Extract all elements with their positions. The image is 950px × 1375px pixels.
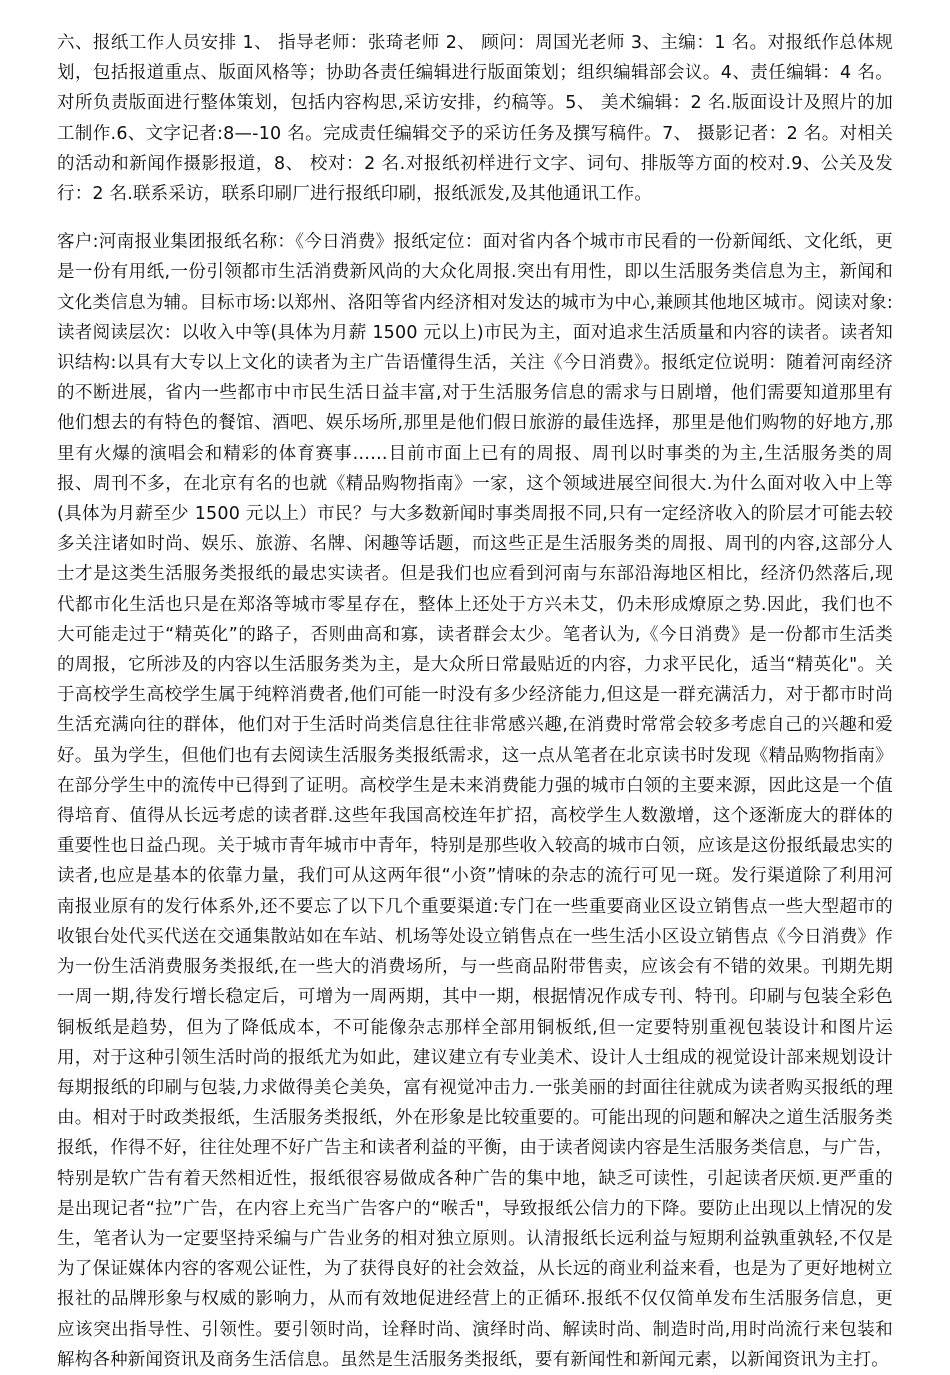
- document-page: [57, 28, 893, 1375]
- newspaper-plan-paragraph: 客户:河南报业集团报纸名称：《今日消费》报纸定位：面对省内各个城市市民看的一份新闻纸、文化纸，更是一份有用纸,一份引领都市生活消费新风尚的大众化周报.突出有用性，即以生活服务类信息为主，新闻和文化类信息为辅。目标市场:以郑州、洛阳等省内经济相对发达的城市为中心,兼顾其他地区城市。阅读对象:读者阅读层次：以收入中等(具体为月薪 1500 元以上)市民为主，面对追求生活质量和内容的读者。读者知识结构:以具有大专以上文化的读者为主广告语懂得生活，关注《今日消费》。报纸定位说明：随着河南经济的不断进展，省内一些都市中市民生活日益丰富,对于生活服务信息的需求与日剧增，他们需要知道那里有他们想去的有特色的餐馆、酒吧、娱乐场所,那里是他们假日旅游的最佳选择，那里是他们购物的好地方,那里有火爆的演唱会和精彩的体育赛事……目前市面上已有的周报、周刊以时事类的为主,生活服务类的周报、周刊不多，在北京有名的也就《精品购物指南》一家，这个领域进展空间很大.为什么面对收入中上等(具体为月薪至少 1500 元以上）市民？与大多数新闻时事类周报不同,只有一定经济收入的阶层才可能去较多关注诸如时尚、娱乐、旅游、名牌、闲趣等话题，而这些正是生活服务类的周报、周刊的内容,这部分人士才是这类生活服务类报纸的最忠实读者。但是我们也应看到河南与东部沿海地区相比，经济仍然落后,现代都市化生活也只是在郑洛等城市零星存在，整体上还处于方兴未艾，仍未形成燎原之势.因此，我们也不大可能走过于“精英化”的路子，否则曲高和寡，读者群会太少。笔者认为,《今日消费》是一份都市生活类的周报，它所涉及的内容以生活服务类为主，是大众所日常最贴近的内容，力求平民化，适当“精英化"。关于高校学生高校学生属于纯粹消费者,他们可能一时没有多少经济能力,但这是一群充满活力，对于都市时尚生活充满向往的群体，他们对于生活时尚类信息往往非常感兴趣,在消费时常常会较多考虑自己的兴趣和爱好。虽为学生，但他们也有去阅读生活服务类报纸需求，这一点从笔者在北京读书时发现《精品购物指南》在部分学生中的流传中已得到了证明。高校学生是未来消费能力强的城市白领的主要来源，因此这是一个值得培育、值得从长远考虑的读者群.这些年我国高校连年扩招，高校学生人数激增，这个逐渐庞大的群体的重要性也日益凸现。关于城市青年城市中青年，特别是那些收入较高的城市白领，应该是这份报纸最忠实的读者,也应是基本的依靠力量，我们可从这两年很“小资”情味的杂志的流行可见一斑。发行渠道除了利用河南报业原有的发行体系外,还不要忘了以下几个重要渠道:专门在一些重要商业区设立销售点一些大型超市的收银台处代买代送在交通集散站如在车站、机场等处设立销售点在一些生活小区设立销售点《今日消费》作为一份生活消费服务类报纸,在一些大的消费场所，与一些商品附带售卖，应该会有不错的效果。刊期先期一周一期,待发行增长稳定后，可增为一周两期，其中一期，根据情况作成专刊、特刊。印刷与包装全彩色铜板纸是趋势，但为了降低成本，不可能像杂志那样全部用铜板纸,但一定要特别重视包装设计和图片运用，对于这种引领生活时尚的报纸尤为如此，建议建立有专业美术、设计人士组成的视觉设计部来规划设计每期报纸的印刷与包装,力求做得美仑美奂，富有视觉冲击力.一张美丽的封面往往就成为读者购买报纸的理由。相对于时政类报纸，生活服务类报纸，外在形象是比较重要的。可能出现的问题和解决之道生活服务类报纸，作得不好，往往处理不好广告主和读者利益的平衡，由于读者阅读内容是生活服务类信息，与广告，特别是软广告有着天然相近性，报纸很容易做成各种广告的集中地，缺乏可读性，引起读者厌烦.更严重的是出现记者“拉”广告，在内容上充当广告客户的“喉舌"，导致报纸公信力的下降。要防止出现以上情况的发生，笔者认为一定要坚持采编与广告业务的相对独立原则。认清报纸长远利益与短期利益孰重孰轻,不仅是为了保证媒体内容的客观公证性，为了获得良好的社会效益，从长远的商业利益来看，也是为了更好地树立报社的品牌形象与权威的影响力，从而有效地促进经营上的正循环.报纸不仅仅简单发布生活服务信息，更应该突出指导性、引领性。要引领时尚，诠释时尚、演绎时尚、解读时尚、制造时尚,用时尚流行来包装和解构各种新闻资讯及商务生活信息。虽然是生活服务类报纸，要有新闻性和新闻元素，以新闻资讯为主打。: [57, 232, 893, 1370]
- staffing-paragraph: 六、报纸工作人员安排 1、 指导老师：张琦老师 2、 顾问：周国光老师 3、主编：1 名。对报纸作总体规划，包括报道重点、版面风格等；协助各责任编辑进行版面策划；组织编辑部会议。4、责任编辑：4 名。对所负责版面进行整体策划，包括内容构思,采访安排，约稿等。5、 美术编辑：2 名.版面设计及照片的加工制作.6、文字记者:8—-10 名。完成责任编辑交予的采访任务及撰写稿件。7、 摄影记者：2 名。对相关的活动和新闻作摄影报道，8、 校对：2 名.对报纸初样进行文字、词句、排版等方面的校对.9、公关及发行：2 名.联系采访，联系印刷厂进行报纸印刷，报纸派发,及其他通讯工作。: [57, 33, 893, 205]
- paragraph-spacer: [57, 209, 893, 227]
